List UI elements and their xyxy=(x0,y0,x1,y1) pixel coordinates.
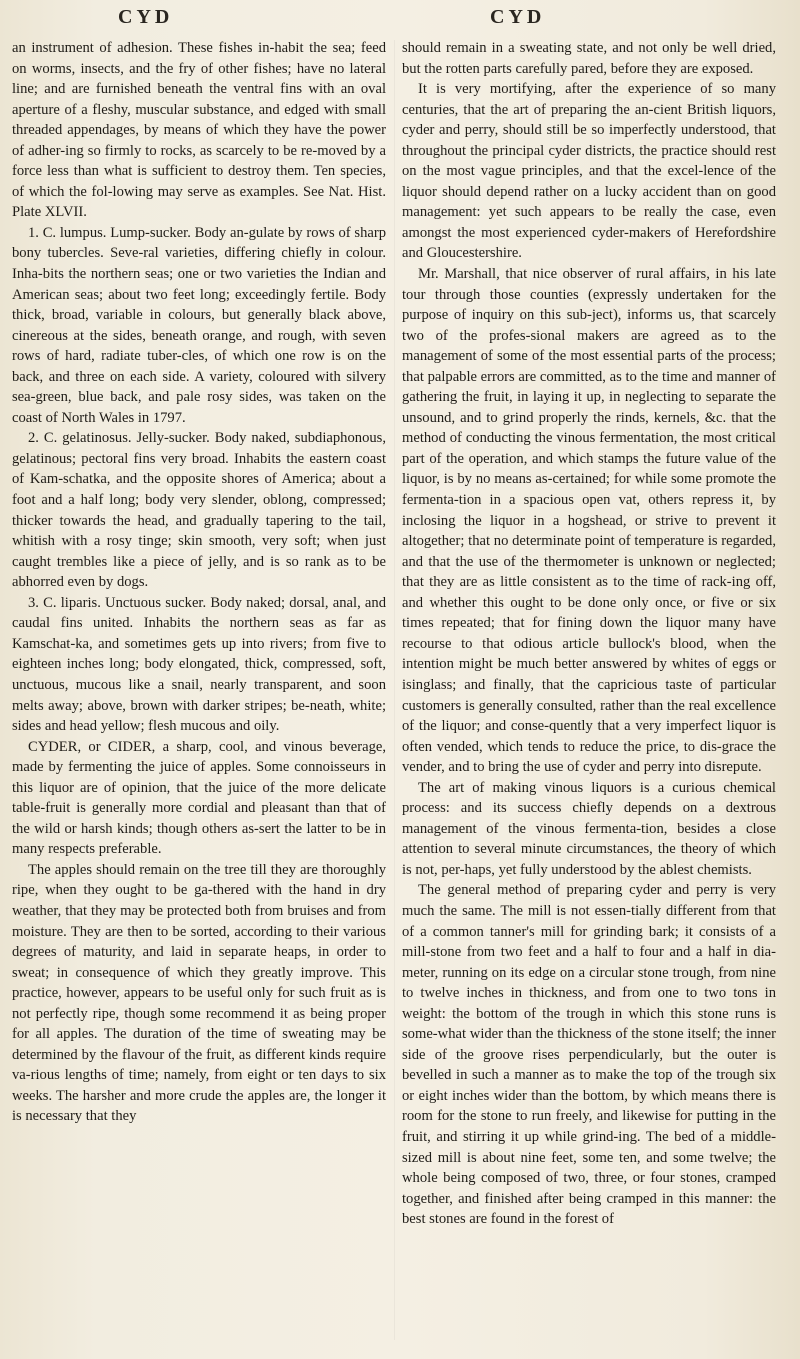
paragraph-lumpus: 1. C. lumpus. Lump-sucker. Body an-gulate by rows of sharp bony tubercles. Seve-ral varieties, differing chiefly in colour. Inha-bits the northern seas; one or two varieties the Indian and American seas; about two feet long; exceedingly fertile. Body thick, broad, variable in colours, but generally black above, cinereous at the sides, beneath orange, and rough, with seven rows of hard, radiate tuber-cles, of which one row is on the back, and three on each side. A variety, coloured with silvery sea-green, blue back, and pale rosy sides, was taken on the coast of North Wales in 1797. xyxy=(12,224,386,426)
paragraph-cyder-entry: CYDER, or CIDER, a sharp, cool, and vinous beverage, made by fermenting the juice of apples. Some connoisseurs in this liquor are of opinion, that the juice of the more delicate table-fruit is generally more cordial and pleasant than that of the wild or harsh kinds; though others as-sert the latter to be in many respects preferable. xyxy=(12,738,386,858)
paragraph-liparis: 3. C. liparis. Unctuous sucker. Body naked; dorsal, anal, and caudal fins united. Inhabits the northern seas as far as Kamschat-ka, and sometimes gets up into rivers; from five to eighteen inches long; body elongated, thick, compressed, soft, unctuous, mucous like a snail, nearly transparent, and soon melts away; above, brown with darker stripes; be-neath, white; sides and head yellow; flesh mucous and oily. xyxy=(12,594,386,735)
paragraph-cyclopterus-intro: an instrument of adhesion. These fishes in-habit the sea; feed on worms, insects, and the fry of other fishes; have no lateral line; and are furnished beneath the ventral fins with an oval aperture of a fleshy, muscular substance, and edged with small threaded appendages, by means of which they have the power of adher-ing so firmly to rocks, as scarcely to be re-moved by a force less than what is sufficient to destroy them. Ten species, of which the fol-lowing may serve as examples. See Nat. Hist. Plate XLVII. xyxy=(12,40,386,221)
page-header xyxy=(0,6,800,32)
paragraph-art-of-making: The art of making vinous liquors is a curious chemical process: and its success chiefly depends on a dextrous management of the vinous fermenta-tion, besides a close attention to several minute circumstances, the theory of which is not, per-haps, yet fully understood by the ablest chemists. xyxy=(402,779,776,878)
paragraph-apples-ripeness: The apples should remain on the tree till they are thoroughly ripe, when they ought to be ga-thered with the hand in dry weather, that they may be protected both from bruises and from moisture. They are then to be sorted, according to their various degrees of maturity, and laid in separate heaps, in order to sweat; in consequence of which they greatly improve. This practice, however, appears to be useful only for such fruit as is not perfectly ripe, though some recommend it as being proper for all apples. The duration of the time of sweating may be determined by the flavour of the fruit, as different kinds require va-rious lengths of time; namely, from eight or ten days to six weeks. The harsher and more crude the apples are, the longer it is necessary that they xyxy=(12,861,386,1125)
running-head-right: CYD xyxy=(490,6,546,28)
running-head-left: CYD xyxy=(118,6,174,28)
right-column xyxy=(402,38,776,1348)
paragraph-mortifying: It is very mortifying, after the experience of so many centuries, that the art of preparing the an-cient British liquors, cyder and perry, should still be so imperfectly understood, that throughout the principal cyder districts, the practice should rest on the most vague principles, and that the excel-lence of the liquor should depend rather on a lucky accident than on good management: yet such appears to be really the case, even amongst the most experienced cyder-makers of Herefordshire and Gloucestershire. xyxy=(402,81,776,262)
column-gutter xyxy=(394,40,395,1340)
paragraph-general-method: The general method of preparing cyder and perry is very much the same. The mill is not essen-tially different from that of a common tanner's mill for grinding bark; it consists of a mill-stone from two feet and a half to four and a half in dia-meter, running on its edge on a circular stone trough, from nine to twelve inches in thickness, and from one to two tons in weight: the bottom of the trough in which this stone runs is some-what wider than the thickness of the stone itself; the inner side of the groove rises perpendicularly, but the outer is bevelled in such a manner as to make the top of the trough six or eight inches wider than the bottom, by which means there is room for the stone to run freely, and likewise for putting in the fruit, and stirring it up while grind-ing. The bed of a middle-sized mill is about nine feet, some ten, and some twelve; the whole being composed of two, three, or four stones, cramped together, and finished after being cramped in this manner: the best stones are found in the forest of xyxy=(402,882,776,1228)
paragraph-gelatinosus: 2. C. gelatinosus. Jelly-sucker. Body naked, subdiaphonous, gelatinous; pectoral fins very broad. Inhabits the eastern coast of Kam-schatka, and the opposite shores of America; about a foot and a half long; body very slender, oblong, compressed; thicker towards the head, and gradually tapering to the tail, whitish with a rosy tinge; skin smooth, very soft; when just caught trembles like a piece of jelly, and is so rank as to be abhorred even by dogs. xyxy=(12,430,386,591)
paragraph-marshall: Mr. Marshall, that nice observer of rural affairs, in his late tour through those counties (expressly undertaken for the purpose of inquiry on this sub-ject), informs us, that scarcely two of the profes-sional makers are agreed as to the management of some of the most essential parts of the process; that palpable errors are committed, as to the time and manner of gathering the fruit, in laying it up, in neglecting to separate the unsound, and to grind properly the rinds, kernels, &c. that the method of conducting the vinous fermentation, the most critical part of the operation, and which stamps the future value of the liquor, is by no means as-certained; for while some promote the fermenta-tion in a spacious open vat, others repress it, by inclosing the liquor in a hogshead, or strive to prevent it altogether; that no determinate point of temperature is regarded, and that the use of the thermometer is unknown or neglected; that they are as little consistent as to the time of rack-ing off, and whether this ought to be done only once, or five or six times repeated; that for fining down the liquor many have recourse to that odious article bullock's blood, when the intention might be much better answered by whites of eggs or isinglass; and finally, that the capricious taste of particular customers is generally consulted, rather than the real excellence of the liquor; and conse-quently that a very imperfect liquor is often vended, which tends to reduce the price, to dis-grace the vender, and to bring the use of cyder and perry into disrepute. xyxy=(402,266,776,776)
left-column xyxy=(12,38,386,1348)
paragraph-sweating-continued: should remain in a sweating state, and not only be well dried, but the rotten parts carefully pared, before they are exposed. xyxy=(402,40,776,77)
